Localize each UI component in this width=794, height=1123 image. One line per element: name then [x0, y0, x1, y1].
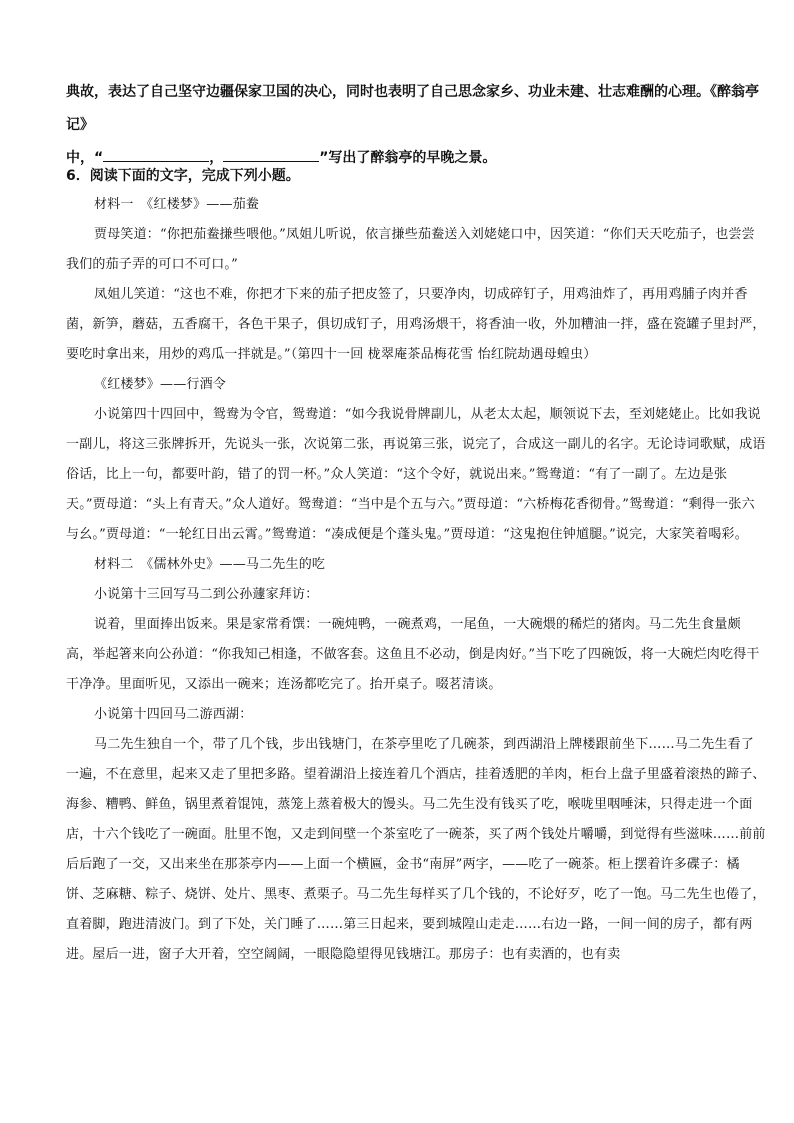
paragraph: 贾母笑道：“你把茄鲞搛些喂他。”凤姐儿听说，依言搛些茄鲞送入刘姥姥口中，因笑道：“你们天天吃茄子，也尝尝我们的茄子弄的可口不可口。”: [66, 227, 755, 272]
paragraph: 马二先生独自一个，带了几个钱，步出钱塘门，在茶亭里吃了几碗茶，到西湖沿上牌楼跟前坐下……马二先生看了一遍，不在意里，起来又走了里把多路。望着湖沿上接连着几个酒店，挂着透肥的羊肉，柜台上盘子里盛着滚热的蹄子、海参、糟鸭、鲜鱼，锅里煮着馄饨，蒸笼上蒸着极大的馒头。马二先生没有钱买了吃，喉咙里咽唾沫，只得走进一个面店，十六个钱吃了一碗面。肚里不饱，又走到间壁一个茶室吃了一碗茶，买了两个钱处片嚼嚼，到觉得有些滋味……前前后后跑了一交，又出来坐在那茶亭内——上面一个横匾，金书“南屏”两字，——吃了一碗茶。柜上摆着许多碟子：橘饼、芝麻糖、粽子、烧饼、处片、黑枣、煮栗子。马二先生每样买了几个钱的，不论好歹，吃了一饱。马二先生也倦了，直着脚，跑进清波门。到了下处，关门睡了……第三日起来，要到城隍山走走……右边一路，一间一间的房子，都有两进。屋后一进，窗子大开着，空空阔阔，一眼隐隐望得见钱塘江。那房子：也有卖酒的，也有卖: [66, 737, 766, 962]
paragraph: 小说第四十四回中，鸳鸯为令官，鸳鸯道：“如今我说骨牌副儿，从老太太起，顺领说下去，至刘姥姥止。比如我说一副儿，将这三张牌拆开，先说头一张，次说第二张，再说第三张，说完了，合成这一副儿的名字。无论诗词歌赋，成语俗话，比上一句，都要叶韵，错了的罚一杯。”众人笑道：“这个令好，就说出来。”鸳鸯道：“有了一副了。左边是张天。”贾母道：“头上有青天。”众人道好。鸳鸯道：“当中是个五与六。”贾母道：“六桥梅花香彻骨。”鸳鸯道：“剩得一张六与幺。”贾母道：“一轮红日出云霄。”鸳鸯道：“凑成便是个蓬头鬼。”贾母道：“这鬼抱住钟馗腿。”说完，大家笑着喝彩。: [66, 407, 766, 542]
material-1-heading: 材料一 《红楼梦》——茄鲞: [94, 197, 260, 212]
material-2-heading: 材料二 《儒林外史》——马二先生的吃: [94, 557, 326, 572]
paragraph: 说着，里面捧出饭来。果是家常肴馔：一碗炖鸭，一碗煮鸡，一尾鱼，一大碗煨的稀烂的猪肉。马二先生食量颇高，举起箸来向公孙道：“你我知己相逢，不做客套。这鱼且不必动，倒是肉好。”当下吃了四碗饭，将一大碗烂肉吃得干干净净。里面听见，又添出一碗来；连汤都吃完了。抬开桌子。啜茗清谈。: [66, 617, 760, 692]
fill-in-line: 中，“ ， ”写出了醉翁亭的早晚之景。: [66, 142, 766, 175]
text-line: 典故，表达了自己坚守边疆保家卫国的决心，同时也表明了自己思念家乡、功业未建、壮志难酬的心理。《醉翁亭记》: [66, 84, 759, 133]
paragraph: 小说第十三回写马二到公孙蘧家拜访：: [94, 587, 319, 602]
paragraph: 小说第十四回马二游西湖：: [94, 707, 253, 722]
material-1b-heading: 《红楼梦》——行酒令: [94, 377, 227, 392]
question-6-title: 6．阅读下面的文字，完成下列小题。: [66, 168, 300, 184]
paragraph: 凤姐儿笑道：“这也不难，你把才下来的茄子把皮签了，只要净肉，切成碎钉子，用鸡油炸了，再用鸡脯子肉并香菌，新笋，蘑菇，五香腐干，各色干果子，俱切成钉子，用鸡汤煨干，将香油一收，外加糟油一拌，盛在瓷罐子里封严，要吃时拿出来，用炒的鸡瓜一拌就是。”（第四十一回 栊翠庵茶品梅花雪 怡红院劫遇母蝗虫）: [66, 287, 766, 362]
question-6-materials: [66, 190, 766, 970]
